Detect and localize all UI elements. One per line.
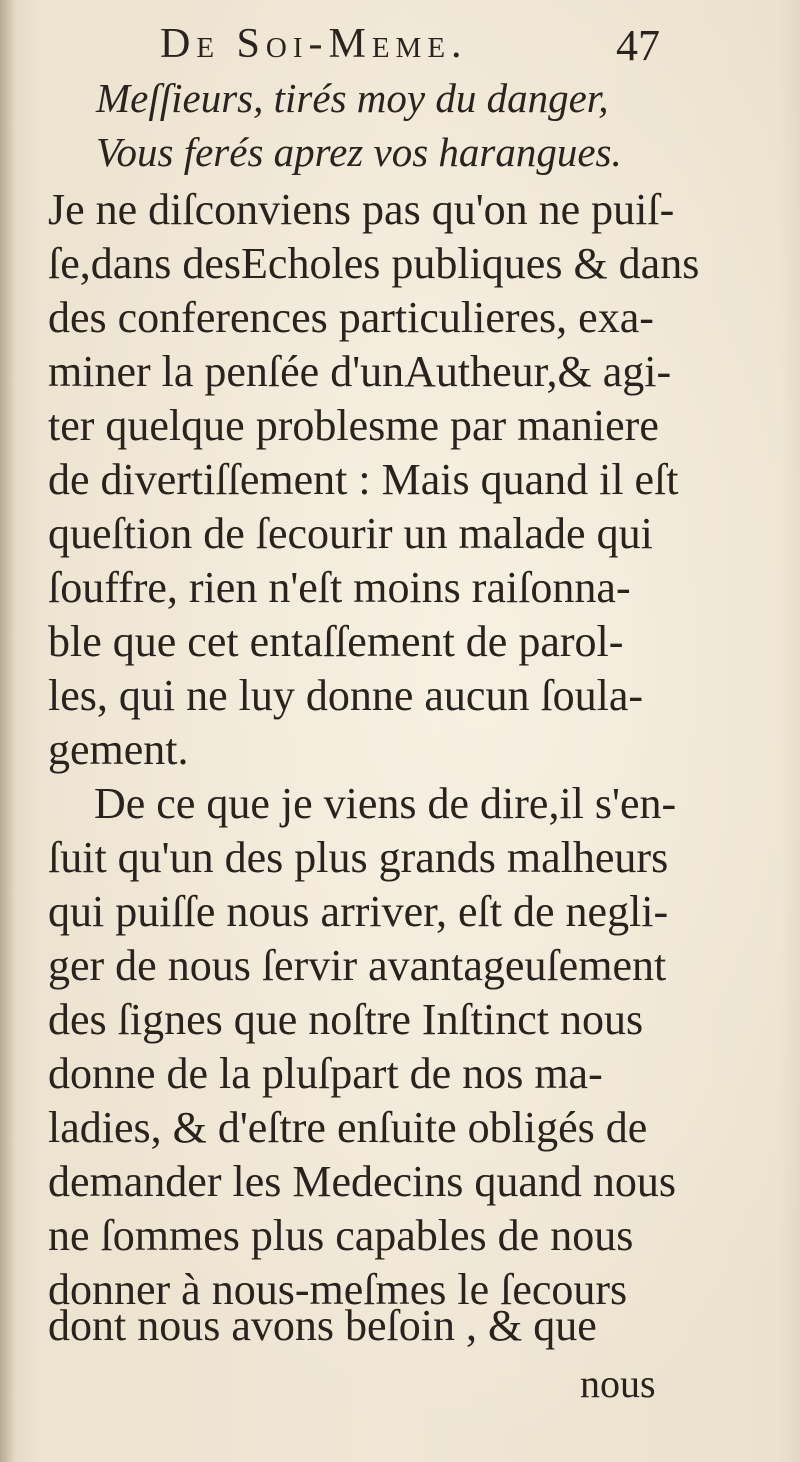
text-line: ſe,dans desEcholes publiques & dans xyxy=(48,239,700,288)
text-line: des ſignes que noſtre Inſtinct nous xyxy=(48,995,644,1044)
text-line: miner la penſée d'unAutheur,& agi- xyxy=(48,347,672,396)
text-line: les, qui ne luy donne aucun ſoula- xyxy=(48,671,644,720)
text-line: des conferences particulieres, exa- xyxy=(48,293,654,342)
text-line: ne ſommes plus capables de nous xyxy=(48,1211,634,1260)
text-line: ger de nous ſervir avantageuſement xyxy=(48,941,667,990)
text-line: ble que cet entaſſement de parol- xyxy=(48,617,624,666)
text-line: qui puiſſe nous arriver, eſt de negli- xyxy=(48,887,669,936)
text-line: ſuit qu'un des plus grands malheurs xyxy=(48,833,669,882)
text-line: demander les Medecins quand nous xyxy=(48,1157,677,1206)
text-line: queſtion de ſecourir un malade qui xyxy=(48,509,653,558)
text-line: ſouffre, rien n'eſt moins raiſonna- xyxy=(48,563,631,612)
text-line: Je ne diſconviens pas qu'on ne puiſ- xyxy=(48,185,675,234)
running-title: De Soi-Meme. xyxy=(160,21,468,67)
text-line: ladies, & d'eſtre enſuite obligés de xyxy=(48,1103,648,1152)
text-line: dont nous avons beſoin , & que xyxy=(48,1301,597,1350)
verse-line: Meſſieurs, tirés moy du danger, xyxy=(96,75,609,121)
text-line: de divertiſſement : Mais quand il eſt xyxy=(48,455,679,504)
text-line: donner à nous-meſmes le ſecours xyxy=(48,1265,628,1314)
catchword: nous xyxy=(580,1361,656,1406)
page-number: 47 xyxy=(616,21,660,70)
text-line: donne de la pluſpart de nos ma- xyxy=(48,1049,603,1098)
verse-line: Vous ferés aprez vos harangues. xyxy=(96,129,622,175)
text-line: gement. xyxy=(48,725,189,774)
text-line: ter quelque problesme par maniere xyxy=(48,401,659,450)
running-head xyxy=(160,14,660,74)
paragraph-start-line: De ce que je viens de dire,il s'en- xyxy=(94,779,677,828)
